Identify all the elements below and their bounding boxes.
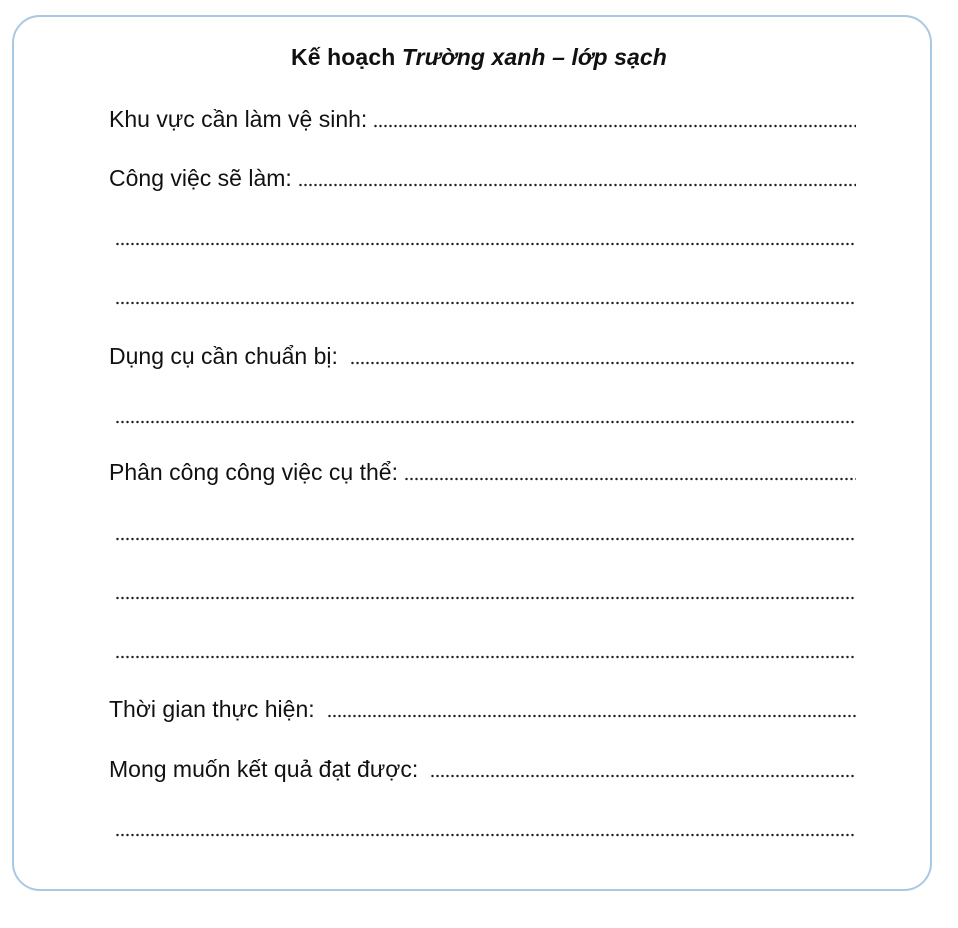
assignment-extra-line-1[interactable] xyxy=(109,517,856,547)
tools-field[interactable] xyxy=(109,341,856,371)
assignment-extra-line-2[interactable] xyxy=(109,576,856,606)
assignment-extra-line-3[interactable] xyxy=(109,635,856,665)
assignment-answer-line-2[interactable] xyxy=(115,537,856,541)
assignment-answer-line-4[interactable] xyxy=(115,655,856,659)
area-answer-line[interactable] xyxy=(373,124,856,128)
expected-extra-line-1[interactable] xyxy=(109,813,856,843)
time-label: Thời gian thực hiện: xyxy=(109,696,315,722)
title-italic: Trường xanh – lớp sạch xyxy=(401,44,667,70)
expected-answer-line[interactable] xyxy=(430,774,856,778)
area-label: Khu vực cần làm vệ sinh: xyxy=(109,106,368,132)
title-prefix: Kế hoạch xyxy=(291,44,396,70)
tools-extra-line-1[interactable] xyxy=(109,400,856,430)
tasks-extra-line-1[interactable] xyxy=(109,222,856,252)
assignment-field[interactable] xyxy=(109,457,856,487)
tasks-label: Công việc sẽ làm: xyxy=(109,165,292,191)
tasks-extra-line-2[interactable] xyxy=(109,281,856,311)
expected-answer-line-2[interactable] xyxy=(115,833,856,837)
assignment-label: Phân công công việc cụ thể: xyxy=(109,459,398,485)
tasks-answer-line-3[interactable] xyxy=(115,301,856,305)
assignment-answer-line[interactable] xyxy=(404,477,856,481)
area-field[interactable] xyxy=(109,104,856,134)
tasks-answer-line[interactable] xyxy=(298,183,856,187)
time-field[interactable] xyxy=(109,694,856,724)
expected-field[interactable] xyxy=(109,754,856,784)
expected-label: Mong muốn kết quả đạt được: xyxy=(109,756,419,782)
tools-label: Dụng cụ cần chuẩn bị: xyxy=(109,343,338,369)
time-answer-line[interactable] xyxy=(327,714,856,718)
tools-answer-line[interactable] xyxy=(350,361,856,365)
assignment-answer-line-3[interactable] xyxy=(115,596,856,600)
tasks-field[interactable] xyxy=(109,163,856,193)
form-title xyxy=(0,44,958,71)
tools-answer-line-2[interactable] xyxy=(115,420,856,424)
tasks-answer-line-2[interactable] xyxy=(115,242,856,246)
